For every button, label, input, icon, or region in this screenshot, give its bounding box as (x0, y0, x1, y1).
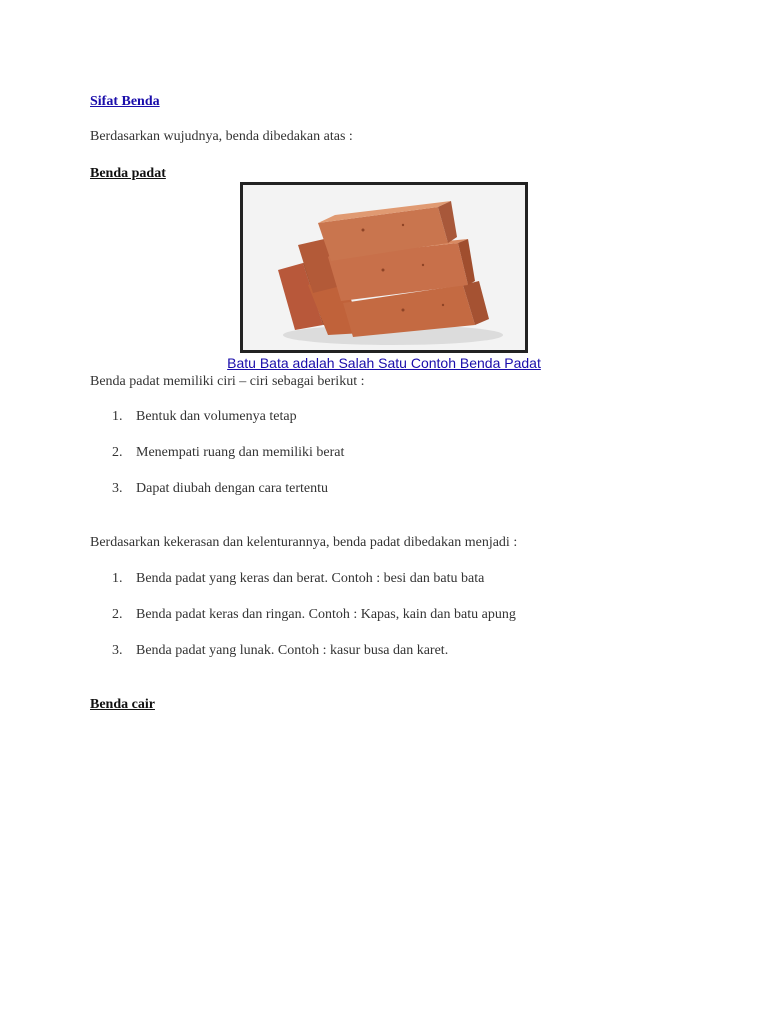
brick-stack-illustration (243, 185, 525, 350)
heading-benda-padat: Benda padat (90, 166, 166, 181)
document-page: Sifat Benda Berdasarkan wujudnya, benda dibedakan atas : Benda padat Batu Bata adalah Salah Satu Contoh Benda Padat Benda padat memiliki ciri – ciri sebagai berikut : 1. Bentuk dan volumenya tetap 2. Menempati ruang dan memiliki berat 3. Dapat diubah dengan cara tertentu Berdasarkan kekerasan dan kelenturannya, benda padat dibedakan menjadi : 1. Benda padat yang keras dan berat. Contoh : besi dan batu bata 2. Benda padat keras dan ringan. Contoh : Kapas, kain dan batu apung 3. Benda padat yang lunak. Contoh : kasur busa dan karet. Benda cair (90, 0, 690, 1024)
page-title-link[interactable]: Sifat Benda (90, 94, 160, 109)
image-caption-link[interactable]: Batu Bata adalah Salah Satu Contoh Benda Padat (227, 355, 541, 371)
characteristics-intro: Benda padat memiliki ciri – ciri sebagai berikut : (90, 374, 365, 389)
intro-text: Berdasarkan wujudnya, benda dibedakan atas : (90, 129, 353, 144)
brick-image (240, 182, 528, 353)
types-intro: Berdasarkan kekerasan dan kelenturannya, benda padat dibedakan menjadi : (90, 535, 518, 550)
heading-benda-cair: Benda cair (90, 697, 155, 712)
